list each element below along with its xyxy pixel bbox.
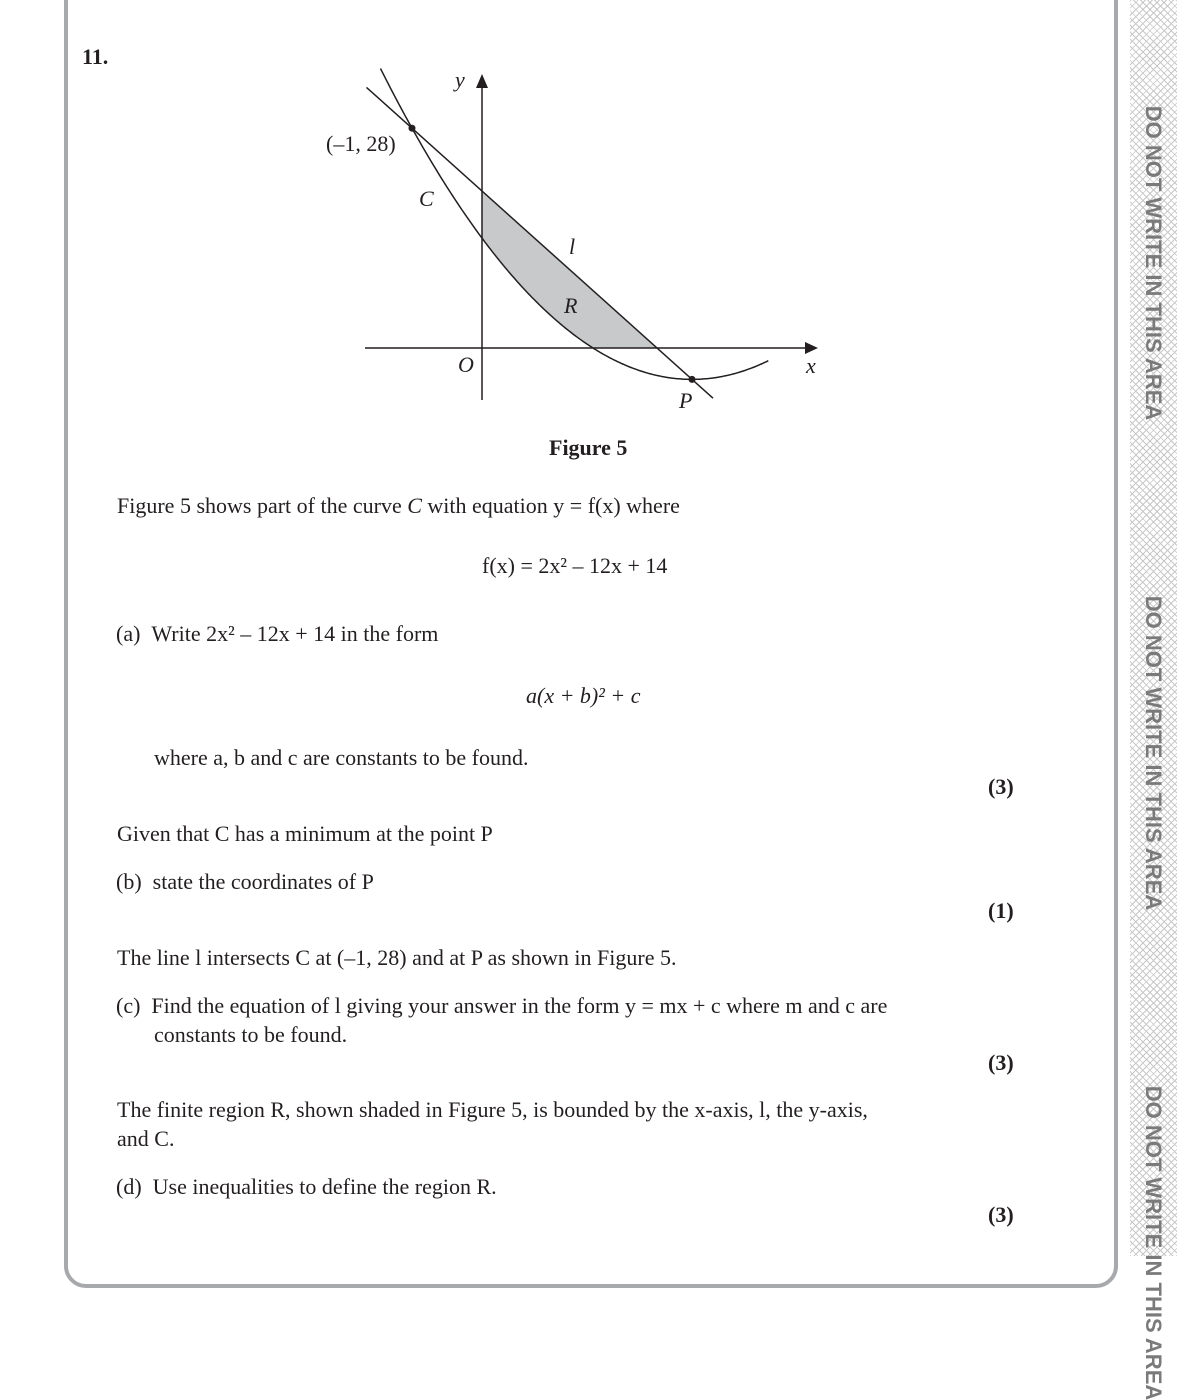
point-label: (–1, 28) — [326, 131, 396, 156]
marks-a: (3) — [988, 774, 1014, 799]
point-p — [689, 376, 696, 383]
part-c: (c) Find the equation of l giving your answer in the form y = mx + c where m and c are — [116, 993, 888, 1018]
intro-text: Figure 5 shows part of the curve C with equation y = f(x) where — [117, 493, 680, 518]
margin-warning: DO NOT WRITE IN THIS AREA — [1141, 105, 1166, 421]
figure-caption: Figure 5 — [549, 435, 628, 460]
marks-d: (3) — [988, 1202, 1014, 1227]
curve-label: C — [419, 186, 434, 211]
x-label: x — [806, 353, 816, 378]
p-label: P — [679, 388, 693, 413]
figure-5 — [0, 0, 1188, 460]
region-label: R — [564, 293, 578, 318]
completed-square-form: a(x + b)² + c — [526, 683, 641, 708]
line-label: l — [569, 234, 576, 259]
region-text-1: The finite region R, shown shaded in Figure 5, is bounded by the x-axis, l, the y-axis, — [117, 1097, 868, 1122]
line-l — [367, 87, 714, 398]
part-d: (d) Use inequalities to define the region R. — [116, 1174, 497, 1199]
margin-warning: DO NOT WRITE IN THIS AREA — [1141, 1085, 1166, 1400]
line-text: The line l intersects C at (–1, 28) and at P as shown in Figure 5. — [117, 945, 677, 970]
y-label: y — [455, 67, 465, 92]
part-a: (a) Write 2x² – 12x + 14 in the form — [116, 621, 439, 646]
given-text: Given that C has a minimum at the point P — [117, 821, 493, 846]
point-intersection — [409, 125, 416, 132]
part-c-cont: constants to be found. — [154, 1022, 348, 1047]
region-text-2: and C. — [117, 1126, 175, 1151]
function-definition: f(x) = 2x² – 12x + 14 — [482, 553, 668, 578]
part-a-where: where a, b and c are constants to be found. — [154, 745, 529, 770]
y-axis-arrow — [476, 74, 488, 88]
marks-b: (1) — [988, 898, 1014, 923]
margin-warning: DO NOT WRITE IN THIS AREA — [1141, 595, 1166, 911]
part-b: (b) state the coordinates of P — [116, 869, 374, 894]
origin-label: O — [458, 352, 474, 377]
question-number: 11. — [82, 44, 109, 69]
marks-c: (3) — [988, 1050, 1014, 1075]
